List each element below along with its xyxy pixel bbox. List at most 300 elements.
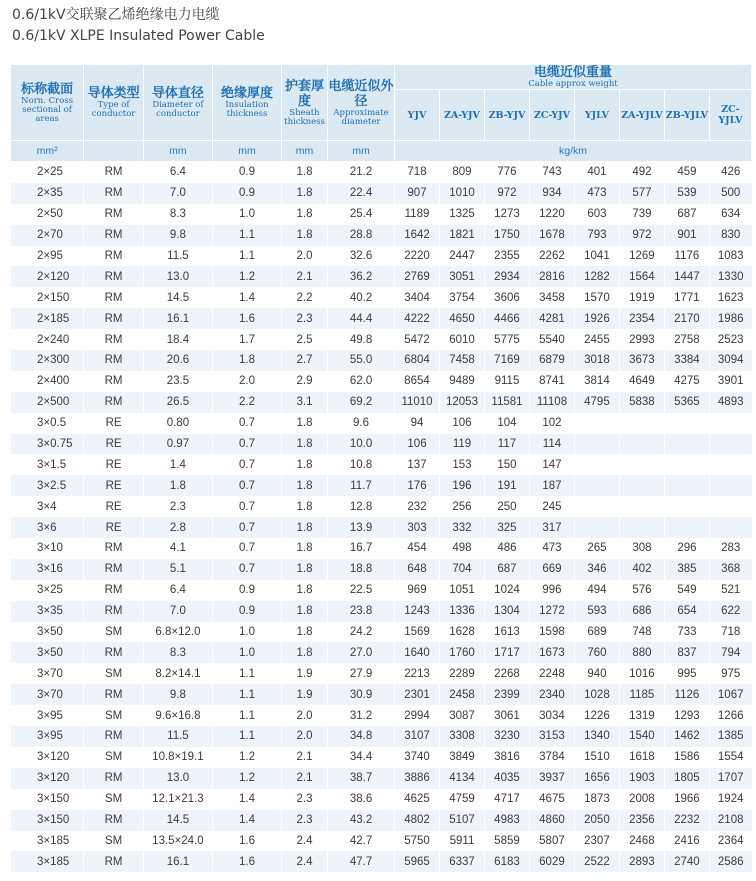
table-cell: 975 [709,663,751,684]
table-cell: RE [84,517,144,538]
table-cell: 4275 [664,371,709,392]
table-cell: 1598 [529,622,574,643]
unit-cell: mm² [11,141,84,162]
table-cell [709,454,751,475]
table-cell: 539 [664,183,709,204]
table-cell: 1.8 [282,225,328,246]
table-cell: 454 [395,538,440,559]
table-cell: 687 [664,204,709,225]
table-cell: 1.8 [282,434,328,455]
header-section: 标称截面 Norn. Cross sectional of areas [11,65,84,141]
table-cell: 137 [395,454,440,475]
table-cell: 2586 [709,851,751,872]
table-cell: 26.5 [143,392,212,413]
table-cell: 106 [395,434,440,455]
table-row [11,183,752,204]
table-row [11,851,752,872]
table-cell: 1185 [619,684,664,705]
table-cell: RM [84,810,144,831]
table-cell: 3×25 [11,580,84,601]
table-cell: 1.1 [212,726,281,747]
unit-cell: kg/km [395,141,752,162]
header-conductor-diameter: 导体直径 Diameter of conductor [143,65,212,141]
table-cell: 0.7 [212,475,281,496]
table-cell: 11581 [484,392,529,413]
table-cell [709,475,751,496]
table-cell: 972 [484,183,529,204]
table-cell: 9115 [484,371,529,392]
table-cell: 401 [574,162,619,183]
table-cell: 4625 [395,789,440,810]
table-cell: 2355 [484,246,529,267]
table-cell: RM [84,851,144,872]
table-cell: 3886 [395,768,440,789]
table-cell [619,517,664,538]
table-cell: 2×25 [11,162,84,183]
table-cell: 3458 [529,287,574,308]
table-cell: 13.9 [328,517,395,538]
table-cell [619,454,664,475]
table-row [11,559,752,580]
table-cell: 4650 [440,308,485,329]
table-cell: 0.7 [212,496,281,517]
table-row [11,810,752,831]
table-cell: 1618 [619,747,664,768]
table-row [11,475,752,496]
table-cell: 3937 [529,768,574,789]
table-cell: 2108 [709,810,751,831]
table-cell: 494 [574,580,619,601]
table-cell: 1.9 [282,684,328,705]
table-cell: 8.3 [143,204,212,225]
table-cell: 1.8 [212,350,281,371]
table-cell: 106 [440,413,485,434]
table-cell: RM [84,162,144,183]
table-cell: 14.5 [143,810,212,831]
table-cell: SM [84,705,144,726]
table-cell: 7458 [440,350,485,371]
table-cell: 1570 [574,287,619,308]
table-cell: 473 [529,538,574,559]
table-cell: 940 [574,663,619,684]
table-row [11,831,752,852]
table-cell: 880 [619,642,664,663]
table-cell: 3740 [395,747,440,768]
table-cell: 42.7 [328,831,395,852]
table-cell: 4795 [574,392,619,413]
table-cell: SM [84,789,144,810]
table-cell: 23.5 [143,371,212,392]
table-cell: 0.7 [212,517,281,538]
table-cell: 5838 [619,392,664,413]
table-cell: 0.7 [212,559,281,580]
table-cell: 5.1 [143,559,212,580]
table-cell: 1385 [709,726,751,747]
table-cell: 1.0 [212,204,281,225]
table-row [11,726,752,747]
table-cell: RM [84,183,144,204]
table-cell: 1926 [574,308,619,329]
table-cell: 2399 [484,684,529,705]
table-cell: RM [84,246,144,267]
table-cell: 2934 [484,266,529,287]
table-cell: 2×95 [11,246,84,267]
table-cell: 1.6 [212,831,281,852]
table-cell [574,496,619,517]
table-cell: 1642 [395,225,440,246]
table-cell: 4466 [484,308,529,329]
table-cell: 6029 [529,851,574,872]
table-cell: 3×120 [11,768,84,789]
table-cell: 9.8 [143,684,212,705]
table-cell: 2262 [529,246,574,267]
table-cell: RM [84,266,144,287]
table-cell: RE [84,454,144,475]
table-row [11,266,752,287]
table-cell: 6.4 [143,580,212,601]
table-cell: 2.0 [212,371,281,392]
table-cell: 1.8 [282,454,328,475]
table-cell: 1.1 [212,225,281,246]
table-cell: 972 [619,225,664,246]
table-cell: 5540 [529,329,574,350]
table-cell: 1.4 [212,789,281,810]
table-cell: 1569 [395,622,440,643]
table-cell: 232 [395,496,440,517]
table-row [11,204,752,225]
table-cell: RE [84,496,144,517]
table-cell: 5365 [664,392,709,413]
table-cell: 24.2 [328,622,395,643]
table-row [11,434,752,455]
table-cell: 256 [440,496,485,517]
table-cell: 1.8 [282,601,328,622]
table-cell: 117 [484,434,529,455]
table-cell: 4759 [440,789,485,810]
table-cell: 2769 [395,266,440,287]
table-cell: 1821 [440,225,485,246]
table-cell: 2×240 [11,329,84,350]
table-cell: 2.0 [282,726,328,747]
table-cell: 4281 [529,308,574,329]
table-cell [664,454,709,475]
table-cell: 1.0 [212,622,281,643]
table-cell: 1.8 [143,475,212,496]
table-cell: 1083 [709,246,751,267]
table-row [11,162,752,183]
table-cell: 0.9 [212,183,281,204]
table-cell: 8741 [529,371,574,392]
table-cell: 11010 [395,392,440,413]
table-cell [619,475,664,496]
table-cell: 1540 [619,726,664,747]
table-cell: 907 [395,183,440,204]
table-cell: 4222 [395,308,440,329]
table-cell: 2×150 [11,287,84,308]
table-cell: 385 [664,559,709,580]
table-cell: 5472 [395,329,440,350]
table-cell: 1220 [529,204,574,225]
table-cell: 743 [529,162,574,183]
table-cell: 934 [529,183,574,204]
table-cell: RM [84,684,144,705]
table-cell [574,475,619,496]
table-cell: 10.8×19.1 [143,747,212,768]
table-cell: 739 [619,204,664,225]
table-cell: 0.7 [212,538,281,559]
table-cell: 3×0.5 [11,413,84,434]
table-cell: 1336 [440,601,485,622]
table-cell: 1771 [664,287,709,308]
table-cell: 1805 [664,768,709,789]
table-cell: 2340 [529,684,574,705]
table-cell: 793 [574,225,619,246]
table-cell: 1924 [709,789,751,810]
table-cell: 5911 [440,831,485,852]
table-cell: 3×0.75 [11,434,84,455]
table-cell: RM [84,726,144,747]
table-cell: 634 [709,204,751,225]
table-cell: 3816 [484,747,529,768]
table-cell: 2356 [619,810,664,831]
table-cell: 8.3 [143,642,212,663]
table-cell: 486 [484,538,529,559]
table-cell: 11.7 [328,475,395,496]
table-cell: 332 [440,517,485,538]
table-cell: 3×150 [11,810,84,831]
table-cell: 2468 [619,831,664,852]
table-cell: 2×120 [11,266,84,287]
table-cell: 748 [619,622,664,643]
table-cell: 30.9 [328,684,395,705]
table-cell [619,413,664,434]
table-cell: 119 [440,434,485,455]
table-cell: 2893 [619,851,664,872]
table-cell: 1986 [709,308,751,329]
table-cell: 1.8 [282,580,328,601]
table-cell: 622 [709,601,751,622]
table-cell: 325 [484,517,529,538]
table-cell [664,434,709,455]
header-weight-col: ZC-YJLV [709,90,751,141]
table-cell: 1266 [709,705,751,726]
table-cell: 1586 [664,747,709,768]
table-cell: 2364 [709,831,751,852]
table-cell: 21.2 [328,162,395,183]
table-cell [619,496,664,517]
table-cell: 187 [529,475,574,496]
table-cell: 2×70 [11,225,84,246]
table-cell: 1750 [484,225,529,246]
table-cell: 9489 [440,371,485,392]
table-cell: 16.1 [143,308,212,329]
table-cell: 1462 [664,726,709,747]
table-cell: 3×185 [11,831,84,852]
table-cell: 794 [709,642,751,663]
table-cell: 94 [395,413,440,434]
table-cell: 5859 [484,831,529,852]
table-cell: 6337 [440,851,485,872]
table-cell: 0.9 [212,162,281,183]
table-cell: 1717 [484,642,529,663]
table-cell: 2.1 [282,266,328,287]
table-cell: 1564 [619,266,664,287]
table-cell: 3×35 [11,601,84,622]
table-cell: 995 [664,663,709,684]
table-cell: 1.8 [282,183,328,204]
table-cell: 593 [574,601,619,622]
table-cell: 500 [709,183,751,204]
table-cell: 603 [574,204,619,225]
cable-spec-table [10,64,752,872]
table-cell: 2416 [664,831,709,852]
table-cell: 4860 [529,810,574,831]
table-row [11,454,752,475]
table-cell: 1304 [484,601,529,622]
table-cell: 1.8 [282,162,328,183]
table-cell: 1226 [574,705,619,726]
table-cell: 686 [619,601,664,622]
table-cell: 1.6 [212,308,281,329]
table-cell: 2220 [395,246,440,267]
table-cell: 0.7 [212,454,281,475]
table-cell: 150 [484,454,529,475]
table-row [11,413,752,434]
header-weight-col: YJV [395,90,440,141]
table-cell: 1.1 [212,663,281,684]
table-cell: 368 [709,559,751,580]
table-cell: 5775 [484,329,529,350]
table-cell: 283 [709,538,751,559]
table-cell: RE [84,434,144,455]
table-cell: 3384 [664,350,709,371]
table-cell: 196 [440,475,485,496]
table-cell: 40.2 [328,287,395,308]
table-cell: 3×4 [11,496,84,517]
table-cell: 7.0 [143,183,212,204]
table-cell: 3018 [574,350,619,371]
table-cell: 1024 [484,580,529,601]
table-cell: 55.0 [328,350,395,371]
table-cell: 549 [664,580,709,601]
table-row [11,747,752,768]
table-cell: 1041 [574,246,619,267]
table-cell: 1510 [574,747,619,768]
table-cell: 1623 [709,287,751,308]
table-cell: 27.9 [328,663,395,684]
table-row [11,225,752,246]
table-cell: 1243 [395,601,440,622]
table-cell: 3×50 [11,642,84,663]
table-cell: 303 [395,517,440,538]
table-cell: 492 [619,162,664,183]
table-cell: 245 [529,496,574,517]
table-cell: 776 [484,162,529,183]
table-cell: 704 [440,559,485,580]
table-cell: 2758 [664,329,709,350]
table-cell: 837 [664,642,709,663]
table-cell: 3814 [574,371,619,392]
table-cell: 2458 [440,684,485,705]
table-cell [709,496,751,517]
table-cell: 3×70 [11,663,84,684]
table-cell: 16.1 [143,851,212,872]
table-row [11,287,752,308]
table-cell: 687 [484,559,529,580]
table-cell: 1273 [484,204,529,225]
table-cell [619,434,664,455]
table-cell: 5807 [529,831,574,852]
table-cell: 2447 [440,246,485,267]
table-cell [574,454,619,475]
table-cell: 34.8 [328,726,395,747]
table-cell: RM [84,580,144,601]
table-cell: 2×400 [11,371,84,392]
table-cell: 34.4 [328,747,395,768]
table-cell: 3754 [440,287,485,308]
table-cell [574,517,619,538]
table-cell: SM [84,622,144,643]
table-cell: 1330 [709,266,751,287]
table-cell: 23.8 [328,601,395,622]
table-cell: 1.2 [212,266,281,287]
table-cell: 830 [709,225,751,246]
table-cell: 1.1 [212,246,281,267]
table-cell: 2248 [529,663,574,684]
table-cell: 308 [619,538,664,559]
table-row [11,768,752,789]
table-row [11,329,752,350]
table-cell: 1282 [574,266,619,287]
header-weight-col: ZC-YJV [529,90,574,141]
table-cell: 1010 [440,183,485,204]
table-cell: 2×50 [11,204,84,225]
table-cell: 2.3 [282,789,328,810]
table-cell: 2816 [529,266,574,287]
table-cell: 2740 [664,851,709,872]
table-cell: 12.8 [328,496,395,517]
table-cell: 346 [574,559,619,580]
table-cell: 147 [529,454,574,475]
table-cell: 2008 [619,789,664,810]
table-cell [664,413,709,434]
table-cell: 18.8 [328,559,395,580]
table-cell: 2.0 [282,705,328,726]
table-cell: 32.6 [328,246,395,267]
table-cell: 10.8 [328,454,395,475]
table-cell: 3153 [529,726,574,747]
table-cell: 12053 [440,392,485,413]
table-cell: 1.8 [282,642,328,663]
table-cell: 11.5 [143,726,212,747]
table-cell: 6010 [440,329,485,350]
table-cell: 7169 [484,350,529,371]
table-cell: 1.1 [212,705,281,726]
table-cell: 5107 [440,810,485,831]
table-cell: 2×300 [11,350,84,371]
table-cell: 1.8 [282,559,328,580]
table-cell: 265 [574,538,619,559]
table-cell: 2.9 [282,371,328,392]
table-cell: 3784 [529,747,574,768]
table-cell: 18.4 [143,329,212,350]
table-cell: 11108 [529,392,574,413]
table-cell: RM [84,601,144,622]
table-cell: 2.2 [282,287,328,308]
table-row [11,580,752,601]
table-cell: 459 [664,162,709,183]
table-cell [664,475,709,496]
